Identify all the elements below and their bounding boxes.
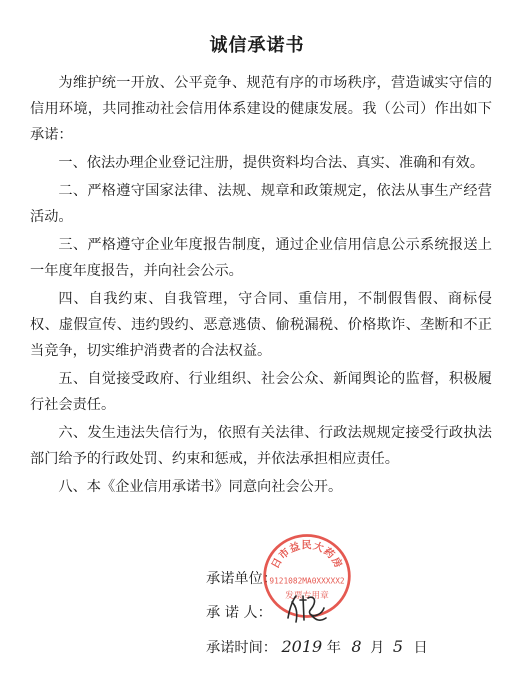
paragraph-2: 二、严格遵守国家法律、法规、规章和政策规定，依法从事生产经营活动。: [30, 183, 492, 225]
document-body: [30, 70, 492, 500]
paragraph-intro: 为维护统一开放、公平竞争、规范有序的市场秩序，营造诚实守信的信用环境，共同推动社会信用体系建设的健康发展。我（公司）作出如下承诺：: [30, 75, 492, 143]
paragraph-6: 六、发生违法失信行为，依照有关法律、行政法规规定接受行政执法部门给予的行政处罚、约束和惩戒，并依法承担相应责任。: [30, 425, 492, 467]
year-unit: 年: [326, 640, 341, 656]
paragraph-1: 一、依法办理企业登记注册，提供资料均合法、真实、准确和有效。: [58, 155, 485, 171]
promise-time-label: 承诺时间：: [206, 640, 277, 656]
paragraph-4: 四、自我约束、自我管理，守合同、重信用，不制假售假、商标侵权、虚假宣传、违约毁约、恶意逃债、偷税漏税、价格欺诈、垄断和不正当竞争，切实维护消费者的合法权益。: [30, 291, 492, 359]
document-title: 诚信承诺书: [209, 35, 305, 56]
paragraph-8: 八、本《企业信用承诺书》同意向社会公开。: [58, 479, 343, 495]
day-unit: 日: [413, 640, 428, 656]
month-unit: 月: [370, 640, 385, 656]
svg-text:9121082MA0XXXXX2: 9121082MA0XXXXX2: [269, 576, 345, 586]
handwritten-signature: [282, 588, 330, 628]
handwritten-year: 2019: [281, 637, 323, 656]
paragraph-5: 五、自觉接受政府、行业组织、社会公众、新闻舆论的监督，积极履行社会责任。: [30, 371, 492, 413]
handwritten-month: 8: [351, 637, 362, 656]
svg-text:发票专用章: 发票专用章: [285, 591, 329, 602]
promise-person-label: 承 诺 人：: [206, 605, 272, 621]
promise-time-row: [206, 635, 428, 659]
handwritten-day: 5: [392, 637, 404, 656]
promise-unit-label: 承诺单位：: [206, 571, 277, 587]
svg-text:日市益民大药房: 日市益民大药房: [270, 540, 344, 571]
paragraph-3: 三、严格遵守企业年度报告制度，通过企业信用信息公示系统报送上一年度年度报告，并向社会公示。: [30, 237, 492, 279]
